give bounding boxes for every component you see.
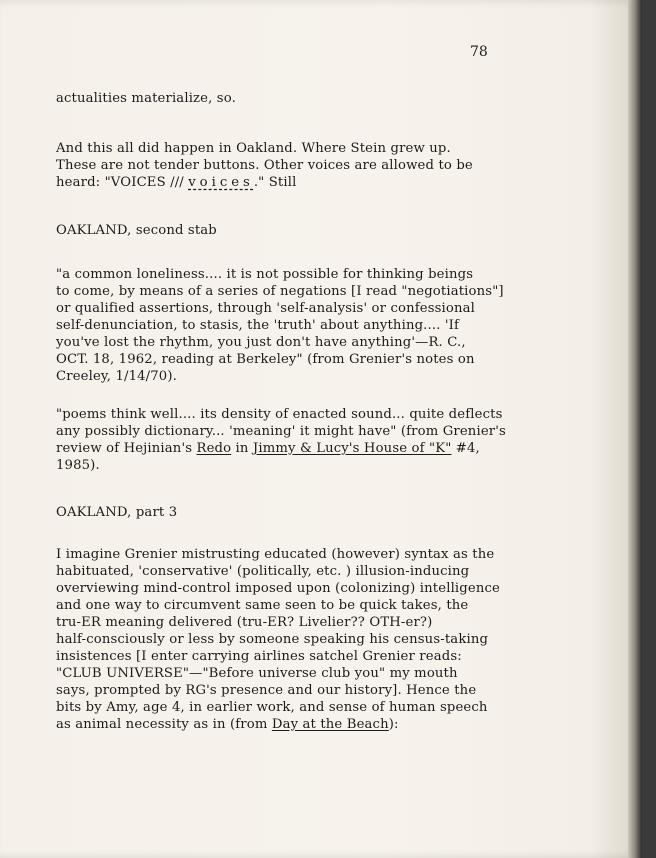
text-line: Creeley, 1/14/70). [56,369,177,384]
text-fragment: in [231,441,253,456]
text-line: These are not tender buttons. Other voices are allowed to be [56,158,473,173]
text-line: "poems think well.... its density of enacted sound... quite deflects [56,407,503,422]
text-line: "CLUB UNIVERSE"—"Before universe club you" my mouth [56,666,458,681]
text-line: self-denunciation, to stasis, the 'truth' about anything.... 'If [56,318,460,333]
text-line [56,716,626,733]
text-line: bits by Amy, age 4, in earlier work, and sense of human speech [56,700,488,715]
text-line: and one way to circumvent same seen to be quick takes, the [56,598,469,613]
text-line [56,440,626,457]
text-line: actualities materialize, so. [56,91,236,106]
text-fragment: #4, [451,441,480,456]
text-fragment: as animal necessity as in (from [56,717,272,732]
text-line: "a common loneliness.... it is not possible for thinking beings [56,267,474,282]
heading-second-stab: OAKLAND, second stab [56,223,217,238]
text-fragment: heard: "VOICES /// [56,175,189,190]
text-line: half-consciously or less by someone speaking his census-taking [56,632,489,647]
text-line: OCT. 18, 1962, reading at Berkeley" (from Grenier's notes on [56,352,475,367]
text-line [56,174,626,191]
text-line: tru-ER meaning delivered (tru-ER? Livelier?? OTH-er?) [56,615,433,630]
text-line: I imagine Grenier mistrusting educated (however) syntax as the [56,547,495,562]
text-line: overviewing mind-control imposed upon (colonizing) intelligence [56,581,500,596]
text-line: 1985). [56,458,100,473]
paragraph-common-loneliness [56,266,626,385]
title-day-at-the-beach: Day at the Beach [271,717,389,732]
title-redo: Redo [196,441,232,456]
text-fragment: review of Hejinian's [56,441,197,456]
text-line: insistences [I enter carrying airlines satchel Grenier reads: [56,649,462,664]
title-jimmy-lucy: Jimmy & Lucy's House of "K" [252,441,452,456]
paragraph-poems-think-well [56,406,626,474]
text-line: any possibly dictionary... 'meaning' it might have" (from Grenier's [56,424,506,439]
text-fragment: ." Still [253,175,297,190]
page-edge-shadow [628,0,642,858]
heading-part-3: OAKLAND, part 3 [56,505,178,520]
paragraph-actualities [56,90,626,107]
paragraph-grenier-mistrusting [56,546,626,733]
text-fragment: ): [388,717,399,732]
text-line: or qualified assertions, through 'self-analysis' or confessional [56,301,476,316]
page-number: 78 [470,44,488,60]
paragraph-oakland-stein [56,140,626,191]
text-line: says, prompted by RG's presence and our history]. Hence the [56,683,477,698]
voices-underlined: voices [188,175,254,190]
text-line: habituated, 'conservative' (politically, etc. ) illusion-inducing [56,564,470,579]
text-line: And this all did happen in Oakland. Where Stein grew up. [56,141,451,156]
text-line: to come, by means of a series of negations [I read "negotiations"] [56,284,504,299]
text-line: you've lost the rhythm, you just don't have anything'—R. C., [56,335,466,350]
